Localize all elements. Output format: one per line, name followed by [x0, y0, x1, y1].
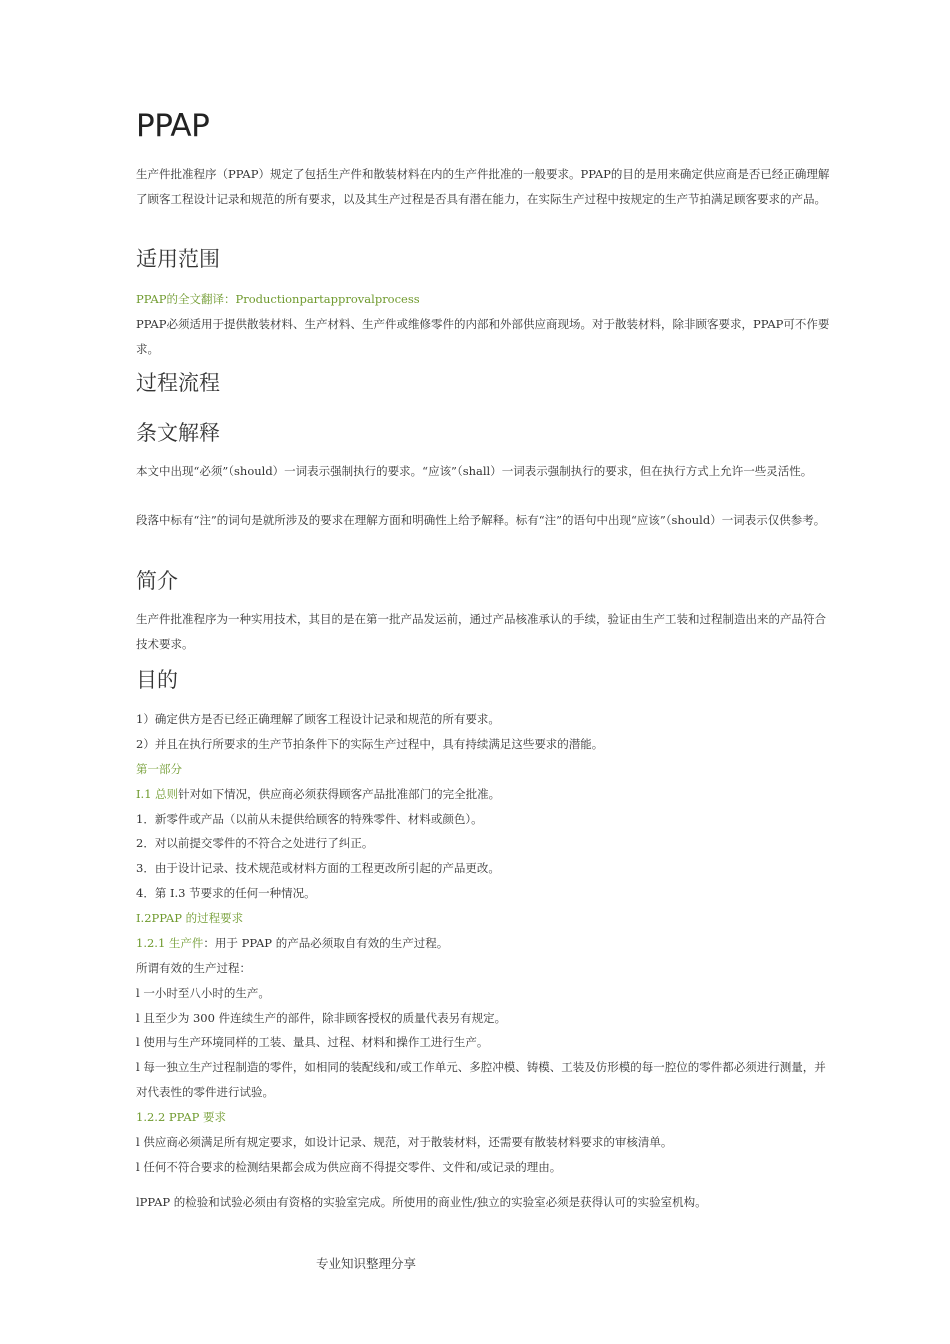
lab-requirement: lPPAP 的检验和试验必须由有资格的实验室完成。所使用的商业性/独立的实验室必须是获得认可的实验室机构。 — [136, 1195, 707, 1209]
part1-item: 2．对以前提交零件的不符合之处进行了纠正。 — [136, 836, 374, 850]
intro-paragraph: 生产件批准程序（PPAP）规定了包括生产件和散装材料在内的生产件批准的一般要求。PPAP的目的是用来确定供应商是否已经正确理解了顾客工程设计记录和规范的所有要求，以及其生产过程是否具有潜在能力，在实际生产过程中按规定的生产节拍满足顾客要求的产品。 — [136, 167, 830, 206]
general-line — [136, 782, 500, 807]
purpose-item: 2）并且在执行所要求的生产节拍条件下的实际生产过程中，具有持续满足这些要求的潜能。 — [136, 737, 604, 751]
general-label: I.1 总则 — [136, 787, 179, 801]
ppap-requirement-item: l 供应商必须满足所有规定要求，如设计记录、规范，对于散装材料，还需要有散装材料要求的审核清单。 — [136, 1135, 673, 1149]
clauses-paragraph-1: 本文中出现“必须”（should）一词表示强制执行的要求。“应该”（shall）一词表示强制执行的要求，但在执行方式上允许一些灵活性。 — [136, 464, 813, 478]
part1-label: 第一部分 — [136, 762, 182, 776]
scope-paragraph: PPAP必须适用于提供散装材料、生产材料、生产件或维修零件的内部和外部供应商现场。对于散装材料，除非顾客要求，PPAP可不作要求。 — [136, 317, 830, 356]
intro-section-paragraph: 生产件批准程序为一种实用技术，其目的是在第一批产品发运前，通过产品核准承认的手续，验证由生产工装和过程制造出来的产品符合技术要求。 — [136, 612, 826, 651]
clauses-heading: 条文解释 — [136, 421, 220, 445]
effective-process-item: l 一小时至八小时的生产。 — [136, 986, 270, 1000]
ppap-requirements-label: 1.2.2 PPAP 要求 — [136, 1110, 227, 1124]
intro-section-heading: 简介 — [136, 569, 178, 593]
production-part-label: 1.2.1 生产件 — [136, 936, 204, 950]
effective-process-item: l 使用与生产环境同样的工装、量具、过程、材料和操作工进行生产。 — [136, 1035, 489, 1049]
clauses-paragraph-2: 段落中标有“注”的词句是就所涉及的要求在理解方面和明确性上给予解释。标有“注”的语句中出现“应该”（should）一词表示仅供参考。 — [136, 513, 826, 527]
general-text: 针对如下情况，供应商必须获得顾客产品批准部门的完全批准。 — [178, 787, 501, 801]
purpose-item: 1）确定供方是否已经正确理解了顾客工程设计记录和规范的所有要求。 — [136, 712, 500, 726]
footer-note: 专业知识整理分享 — [316, 1256, 417, 1271]
effective-process-label: 所谓有效的生产过程： — [136, 961, 251, 975]
process-heading: 过程流程 — [136, 371, 220, 395]
process-requirements-label: I.2PPAP 的过程要求 — [136, 911, 244, 925]
production-part-line — [136, 931, 448, 956]
scope-translation: PPAP的全文翻译：Productionpartapprovalprocess — [136, 292, 420, 306]
page-title: PPAP — [136, 108, 210, 144]
part1-item: 1．新零件或产品（以前从未提供给顾客的特殊零件、材料或颜色）。 — [136, 812, 483, 826]
production-part-text: ：用于 PPAP 的产品必须取自有效的生产过程。 — [203, 936, 449, 950]
effective-process-long-item: l 每一独立生产过程制造的零件，如相同的装配线和/或工作单元、多腔冲模、铸模、工装及仿形模的每一腔位的零件都必须进行测量，并对代表性的零件进行试验。 — [136, 1060, 826, 1099]
scope-heading: 适用范围 — [136, 247, 220, 271]
part1-item: 3．由于设计记录、技术规范或材料方面的工程更改所引起的产品更改。 — [136, 861, 500, 875]
purpose-heading: 目的 — [136, 668, 178, 692]
ppap-requirement-item: l 任何不符合要求的检测结果都会成为供应商不得提交零件、文件和/或记录的理由。 — [136, 1160, 562, 1174]
effective-process-item: l 且至少为 300 件连续生产的部件，除非顾客授权的质量代表另有规定。 — [136, 1011, 507, 1025]
part1-item: 4．第 I.3 节要求的任何一种情况。 — [136, 886, 316, 900]
